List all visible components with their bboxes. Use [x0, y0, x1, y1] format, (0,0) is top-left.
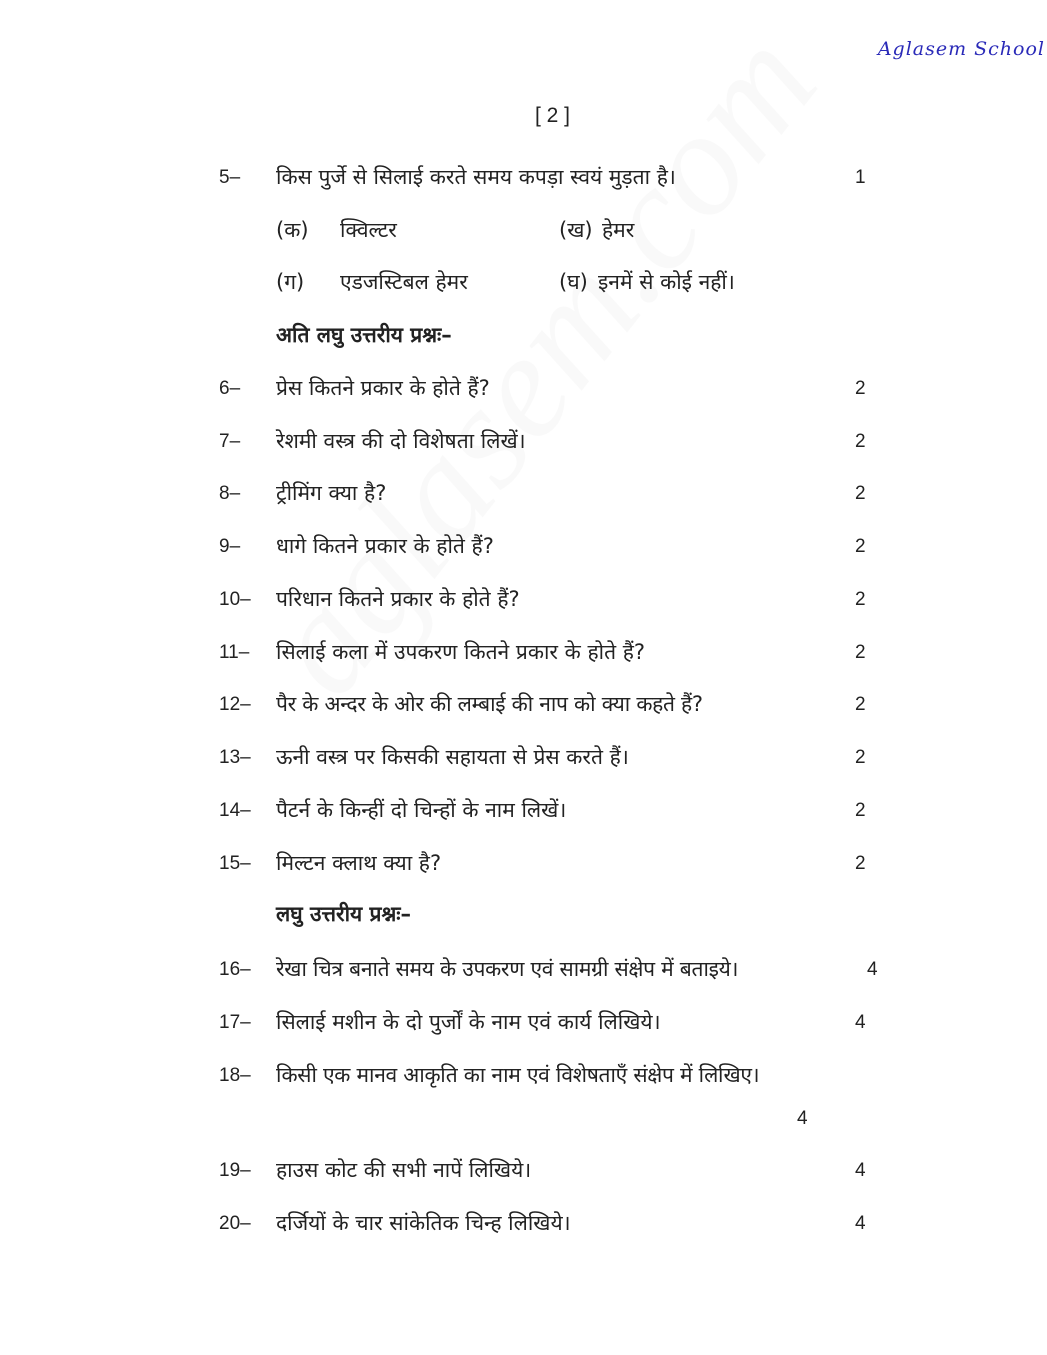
options-row-2 — [0, 268, 1047, 298]
question-number: 16– — [219, 959, 251, 980]
question-number: 12– — [219, 694, 251, 715]
question-18-marks-row — [0, 1104, 1047, 1134]
section-heading-very-short: अति लघु उत्तरीय प्रश्नः– — [276, 323, 452, 347]
question-text: पैटर्न के किन्हीं दो चिन्हों के नाम लिखें। — [276, 798, 567, 822]
question-marks: 4 — [855, 1160, 866, 1181]
question-marks: 2 — [855, 694, 866, 715]
question-13 — [0, 743, 1047, 773]
question-number: 17– — [219, 1012, 251, 1033]
question-12 — [0, 690, 1047, 720]
question-marks: 2 — [855, 483, 866, 504]
question-text: दर्जियों के चार सांकेतिक चिन्ह लिखिये। — [276, 1211, 571, 1235]
question-number: 8– — [219, 483, 241, 504]
option-text: एडजस्टिबल हेमर — [340, 270, 468, 294]
question-text: प्रेस कितने प्रकार के होते हैं? — [276, 376, 490, 400]
question-text: ऊनी वस्त्र पर किसकी सहायता से प्रेस करते हैं। — [276, 745, 629, 769]
option-key: (घ) — [559, 270, 588, 294]
question-text: परिधान कितने प्रकार के होते हैं? — [276, 587, 520, 611]
brand-header: Aglasem School — [877, 38, 1045, 60]
question-marks: 2 — [855, 589, 866, 610]
question-16 — [0, 955, 1047, 985]
question-marks: 4 — [867, 959, 878, 980]
question-text: किस पुर्जे से सिलाई करते समय कपड़ा स्वयं मुड़ता है। — [276, 165, 676, 189]
question-marks: 2 — [855, 642, 866, 663]
question-6 — [0, 374, 1047, 404]
question-number: 14– — [219, 800, 251, 821]
option-key: (ग) — [276, 270, 305, 294]
question-number: 7– — [219, 431, 241, 452]
question-text: ट्रीमिंग क्या है? — [276, 481, 387, 505]
option-text: हेमर — [602, 218, 635, 242]
question-8 — [0, 479, 1047, 509]
section-heading-short: लघु उत्तरीय प्रश्नः– — [276, 902, 412, 926]
question-text: सिलाई कला में उपकरण कितने प्रकार के होते हैं? — [276, 640, 646, 664]
question-marks: 2 — [855, 853, 866, 874]
question-17 — [0, 1008, 1047, 1038]
question-marks: 2 — [855, 536, 866, 557]
option-key: (ख) — [559, 218, 593, 242]
question-marks: 2 — [855, 747, 866, 768]
question-text: हाउस कोट की सभी नापें लिखिये। — [276, 1158, 532, 1182]
question-11 — [0, 638, 1047, 668]
question-18 — [0, 1061, 1047, 1091]
question-9 — [0, 532, 1047, 562]
question-marks: 4 — [797, 1108, 808, 1129]
question-text: पैर के अन्दर के ओर की लम्बाई की नाप को क्या कहते हैं? — [276, 692, 703, 716]
question-marks: 4 — [855, 1012, 866, 1033]
question-5 — [0, 163, 1047, 193]
question-number: 9– — [219, 536, 241, 557]
question-text: किसी एक मानव आकृति का नाम एवं विशेषताएँ संक्षेप में लिखिए। — [276, 1063, 760, 1087]
question-text: रेशमी वस्त्र की दो विशेषता लिखें। — [276, 429, 526, 453]
options-row-1 — [0, 216, 1047, 246]
question-14 — [0, 796, 1047, 826]
question-number: 11– — [219, 642, 250, 663]
question-number: 19– — [219, 1160, 251, 1181]
question-number: 13– — [219, 747, 251, 768]
question-number: 6– — [219, 378, 241, 399]
question-marks: 1 — [855, 167, 866, 188]
question-number: 20– — [219, 1213, 251, 1234]
option-key: (क) — [276, 218, 309, 242]
question-marks: 4 — [855, 1213, 866, 1234]
question-10 — [0, 585, 1047, 615]
page-number: [ 2 ] — [534, 104, 571, 127]
option-text: इनमें से कोई नहीं। — [598, 270, 735, 294]
question-20 — [0, 1209, 1047, 1239]
question-number: 18– — [219, 1065, 251, 1086]
question-marks: 2 — [855, 431, 866, 452]
question-7 — [0, 427, 1047, 457]
question-text: धागे कितने प्रकार के होते हैं? — [276, 534, 494, 558]
question-15 — [0, 849, 1047, 879]
question-text: रेखा चित्र बनाते समय के उपकरण एवं सामग्री संक्षेप में बताइये। — [276, 957, 739, 981]
question-text: मिल्टन क्लाथ क्या है? — [276, 851, 442, 875]
question-number: 5– — [219, 167, 241, 188]
question-number: 15– — [219, 853, 251, 874]
question-text: सिलाई मशीन के दो पुर्जों के नाम एवं कार्य लिखिये। — [276, 1010, 661, 1034]
question-marks: 2 — [855, 800, 866, 821]
question-19 — [0, 1156, 1047, 1186]
question-number: 10– — [219, 589, 251, 610]
option-text: क्विल्टर — [340, 218, 397, 242]
question-marks: 2 — [855, 378, 866, 399]
